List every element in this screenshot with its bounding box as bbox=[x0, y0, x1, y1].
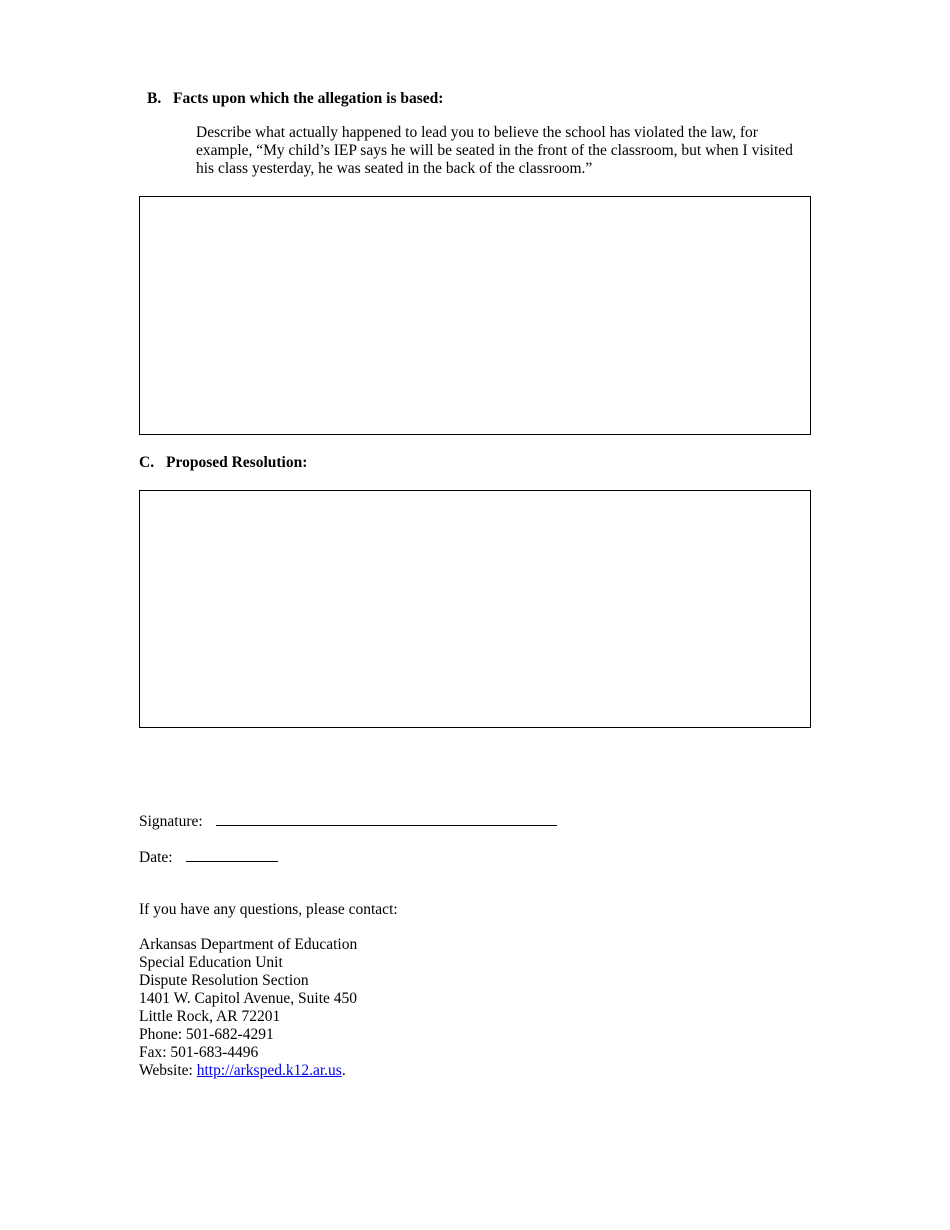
resolution-textbox[interactable] bbox=[139, 490, 811, 728]
date-row bbox=[139, 847, 278, 867]
date-line[interactable] bbox=[186, 847, 278, 862]
section-c-title: Proposed Resolution: bbox=[166, 454, 308, 471]
website-link[interactable]: http://arksped.k12.ar.us bbox=[196, 1062, 342, 1079]
contact-website-row bbox=[139, 1062, 357, 1080]
contact-address bbox=[139, 936, 357, 1080]
facts-textbox[interactable] bbox=[139, 196, 811, 435]
section-b-description: Describe what actually happened to lead you to believe the school has violated the law, for example, “My child’s IEP says he will be seated in the front of the classroom, but when I visited his class yesterday, he was seated in the back of the classroom.” bbox=[196, 124, 793, 177]
section-b-heading bbox=[147, 90, 443, 108]
contact-fax: Fax: 501-683-4496 bbox=[139, 1044, 259, 1061]
contact-line: Dispute Resolution Section bbox=[139, 972, 309, 989]
section-b-title: Facts upon which the allegation is based: bbox=[173, 90, 444, 107]
website-suffix: . bbox=[341, 1062, 346, 1079]
contact-line: 1401 W. Capitol Avenue, Suite 450 bbox=[139, 990, 357, 1007]
date-label: Date: bbox=[139, 849, 173, 866]
section-c-letter: C. bbox=[139, 454, 155, 471]
contact-intro: If you have any questions, please contact: bbox=[139, 901, 398, 918]
contact-line: Little Rock, AR 72201 bbox=[139, 1008, 281, 1025]
section-b-letter: B. bbox=[147, 90, 162, 107]
contact-line: Special Education Unit bbox=[139, 954, 283, 971]
contact-line: Arkansas Department of Education bbox=[139, 936, 358, 953]
website-label: Website: bbox=[139, 1062, 193, 1079]
signature-row bbox=[139, 811, 557, 831]
signature-label: Signature: bbox=[139, 813, 203, 830]
contact-phone: Phone: 501-682-4291 bbox=[139, 1026, 274, 1043]
section-c-heading bbox=[139, 454, 307, 472]
signature-line[interactable] bbox=[216, 811, 557, 826]
